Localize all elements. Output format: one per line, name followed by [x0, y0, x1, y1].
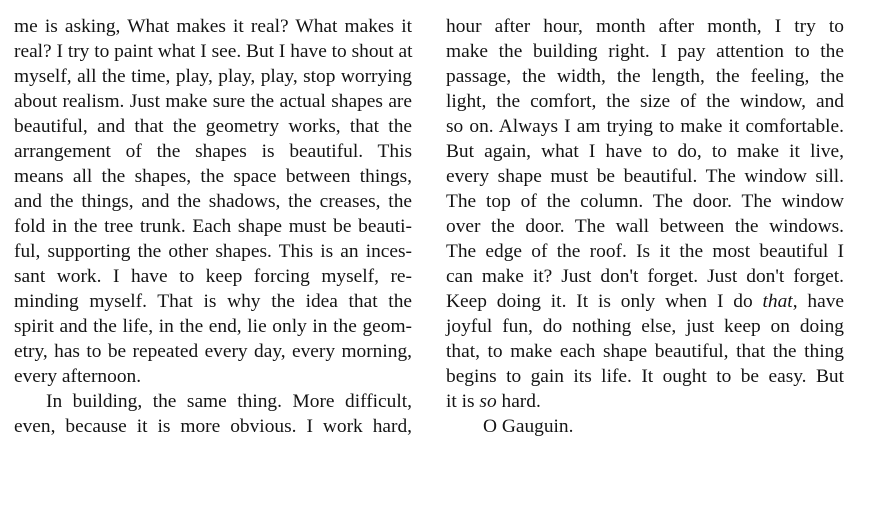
text-line: begins to gain its life. It ought to be easy. But — [446, 366, 844, 387]
text-line: fold in the tree trunk. Each shape must be beauti- — [14, 216, 412, 237]
text-line: The top of the column. The door. The window — [446, 191, 844, 212]
text-line: every shape must be beautiful. The window sill. — [446, 166, 844, 187]
text-line: etry, has to be repeated every day, every morning, — [14, 341, 412, 362]
text-line: real? I try to paint what I see. But I have to shout at — [14, 41, 413, 62]
text-line-with-emphasis — [446, 289, 844, 314]
text-line: about realism. Just make sure the actual shapes are — [14, 91, 412, 112]
paragraph-end-line: every afternoon. — [14, 366, 142, 387]
text-line: passage, the width, the length, the feeling, the — [446, 66, 844, 87]
text-line: But again, what I have to do, to make it live, — [446, 141, 844, 162]
text-line: make the building right. I pay attention to the — [446, 41, 844, 62]
text-segment: hard. — [496, 391, 541, 412]
text-line: me is asking, What makes it real? What makes it — [14, 16, 412, 37]
paragraph-start-line: In building, the same thing. More difficult, — [46, 391, 412, 412]
emphasized-word: that — [762, 291, 793, 312]
text-line: and the things, and the shadows, the creases, the — [14, 191, 412, 212]
text-line: over the door. The wall between the windows. — [446, 216, 844, 237]
text-line: myself, all the time, play, play, play, stop worrying — [14, 66, 412, 87]
paragraph-end-line — [446, 389, 844, 414]
text-line: sant work. I have to keep forcing myself, re- — [14, 266, 412, 287]
text-line: arrangement of the shapes is beautiful. This — [14, 141, 412, 162]
text-line: joyful fun, do nothing else, just keep on doing — [446, 316, 844, 337]
text-line: even, because it is more obvious. I work hard, — [14, 416, 412, 437]
text-segment: Keep doing it. It is only when I do — [446, 291, 763, 312]
text-line: The edge of the roof. Is it the most beautiful I — [446, 241, 844, 262]
left-text-column — [14, 14, 412, 439]
text-line: light, the comfort, the size of the window, and — [446, 91, 844, 112]
text-line: so on. Always I am trying to make it comfortable. — [446, 116, 844, 137]
text-line: minding myself. That is why the idea that the — [14, 291, 412, 312]
text-line: ful, supporting the other shapes. This is an inces- — [14, 241, 412, 262]
emphasized-word: so — [479, 391, 497, 412]
text-line: means all the shapes, the space between things, — [14, 166, 412, 187]
text-line: can make it? Just don't forget. Just don't forget. — [446, 266, 844, 287]
text-line: spirit and the life, in the end, lie only in the geom- — [14, 316, 412, 337]
text-line: that, to make each shape beautiful, that the thing — [446, 341, 844, 362]
right-text-column — [446, 14, 844, 439]
text-line: hour after hour, month after month, I try to — [446, 16, 844, 37]
text-line: beautiful, and that the geometry works, that the — [14, 116, 412, 137]
text-segment: , have — [792, 291, 844, 312]
signature-line: O Gauguin. — [483, 416, 574, 437]
text-segment: it is — [446, 391, 480, 412]
